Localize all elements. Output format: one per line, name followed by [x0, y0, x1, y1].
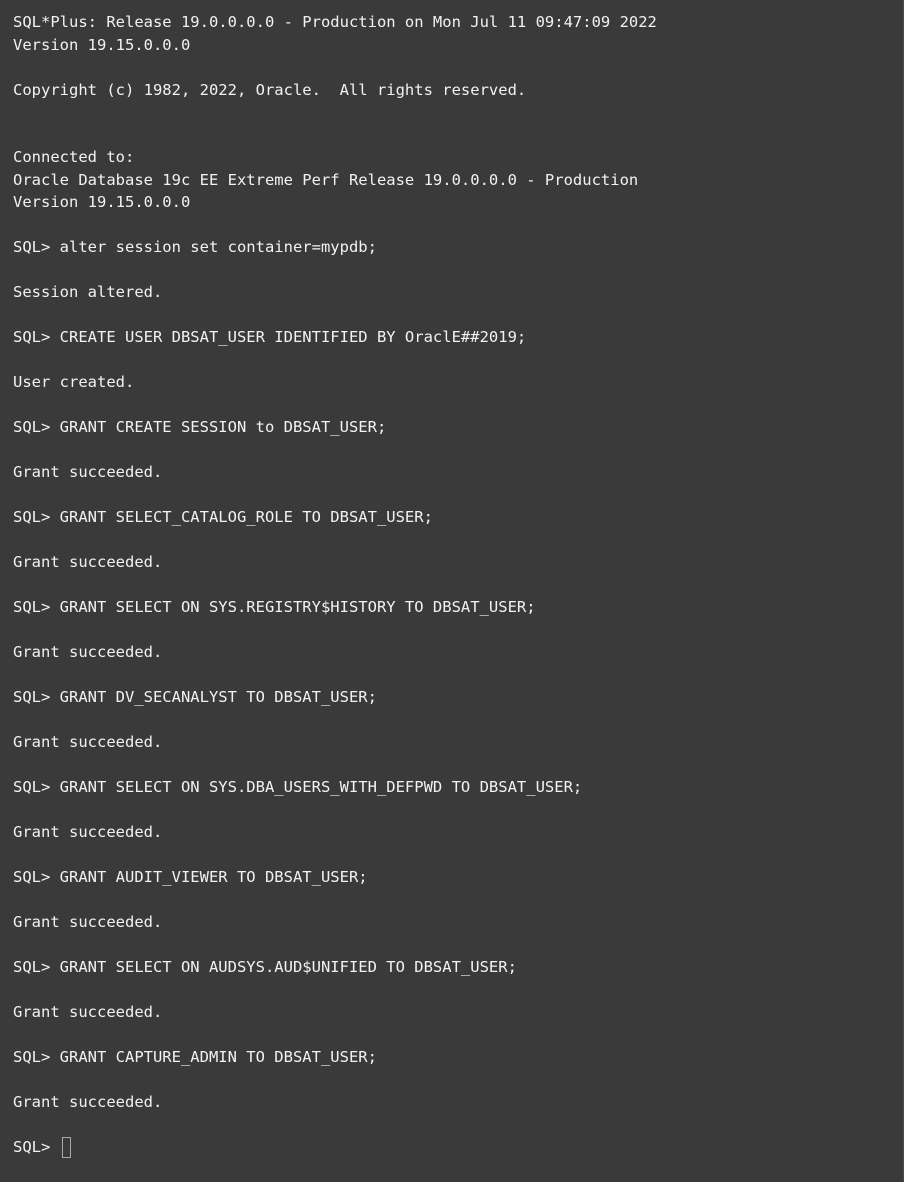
command-line: SQL> alter session set container=mypdb; [13, 238, 377, 256]
output-line: Grant succeeded. [13, 463, 163, 481]
output-line: Grant succeeded. [13, 1093, 163, 1111]
output-line: Grant succeeded. [13, 913, 163, 931]
command-line: SQL> GRANT CAPTURE_ADMIN TO DBSAT_USER; [13, 1048, 377, 1066]
command-line: SQL> GRANT SELECT ON AUDSYS.AUD$UNIFIED TO DBSAT_USER; [13, 958, 517, 976]
output-line: Version 19.15.0.0.0 [13, 36, 191, 54]
output-line: Oracle Database 19c EE Extreme Perf Release 19.0.0.0.0 - Production [13, 171, 639, 189]
sql-prompt: SQL> [13, 1138, 60, 1156]
output-line: Grant succeeded. [13, 643, 163, 661]
output-line: Session altered. [13, 283, 163, 301]
command-line: SQL> GRANT SELECT_CATALOG_ROLE TO DBSAT_USER; [13, 508, 433, 526]
command-line: SQL> GRANT CREATE SESSION to DBSAT_USER; [13, 418, 387, 436]
output-line: SQL*Plus: Release 19.0.0.0.0 - Production on Mon Jul 11 09:47:09 2022 [13, 13, 657, 31]
output-line: User created. [13, 373, 135, 391]
output-line: Grant succeeded. [13, 823, 163, 841]
command-line: SQL> CREATE USER DBSAT_USER IDENTIFIED BY OraclE##2019; [13, 328, 527, 346]
active-prompt-line[interactable] [13, 1136, 71, 1158]
output-line: Grant succeeded. [13, 733, 163, 751]
command-line: SQL> GRANT AUDIT_VIEWER TO DBSAT_USER; [13, 868, 368, 886]
output-line: Copyright (c) 1982, 2022, Oracle. All rights reserved. [13, 81, 527, 99]
command-line: SQL> GRANT SELECT ON SYS.DBA_USERS_WITH_DEFPWD TO DBSAT_USER; [13, 778, 583, 796]
output-line: Grant succeeded. [13, 1003, 163, 1021]
text-cursor[interactable] [62, 1137, 71, 1158]
output-line: Connected to: [13, 148, 135, 166]
output-line: Grant succeeded. [13, 553, 163, 571]
output-line: Version 19.15.0.0.0 [13, 193, 191, 211]
command-line: SQL> GRANT DV_SECANALYST TO DBSAT_USER; [13, 688, 377, 706]
command-line: SQL> GRANT SELECT ON SYS.REGISTRY$HISTORY TO DBSAT_USER; [13, 598, 536, 616]
